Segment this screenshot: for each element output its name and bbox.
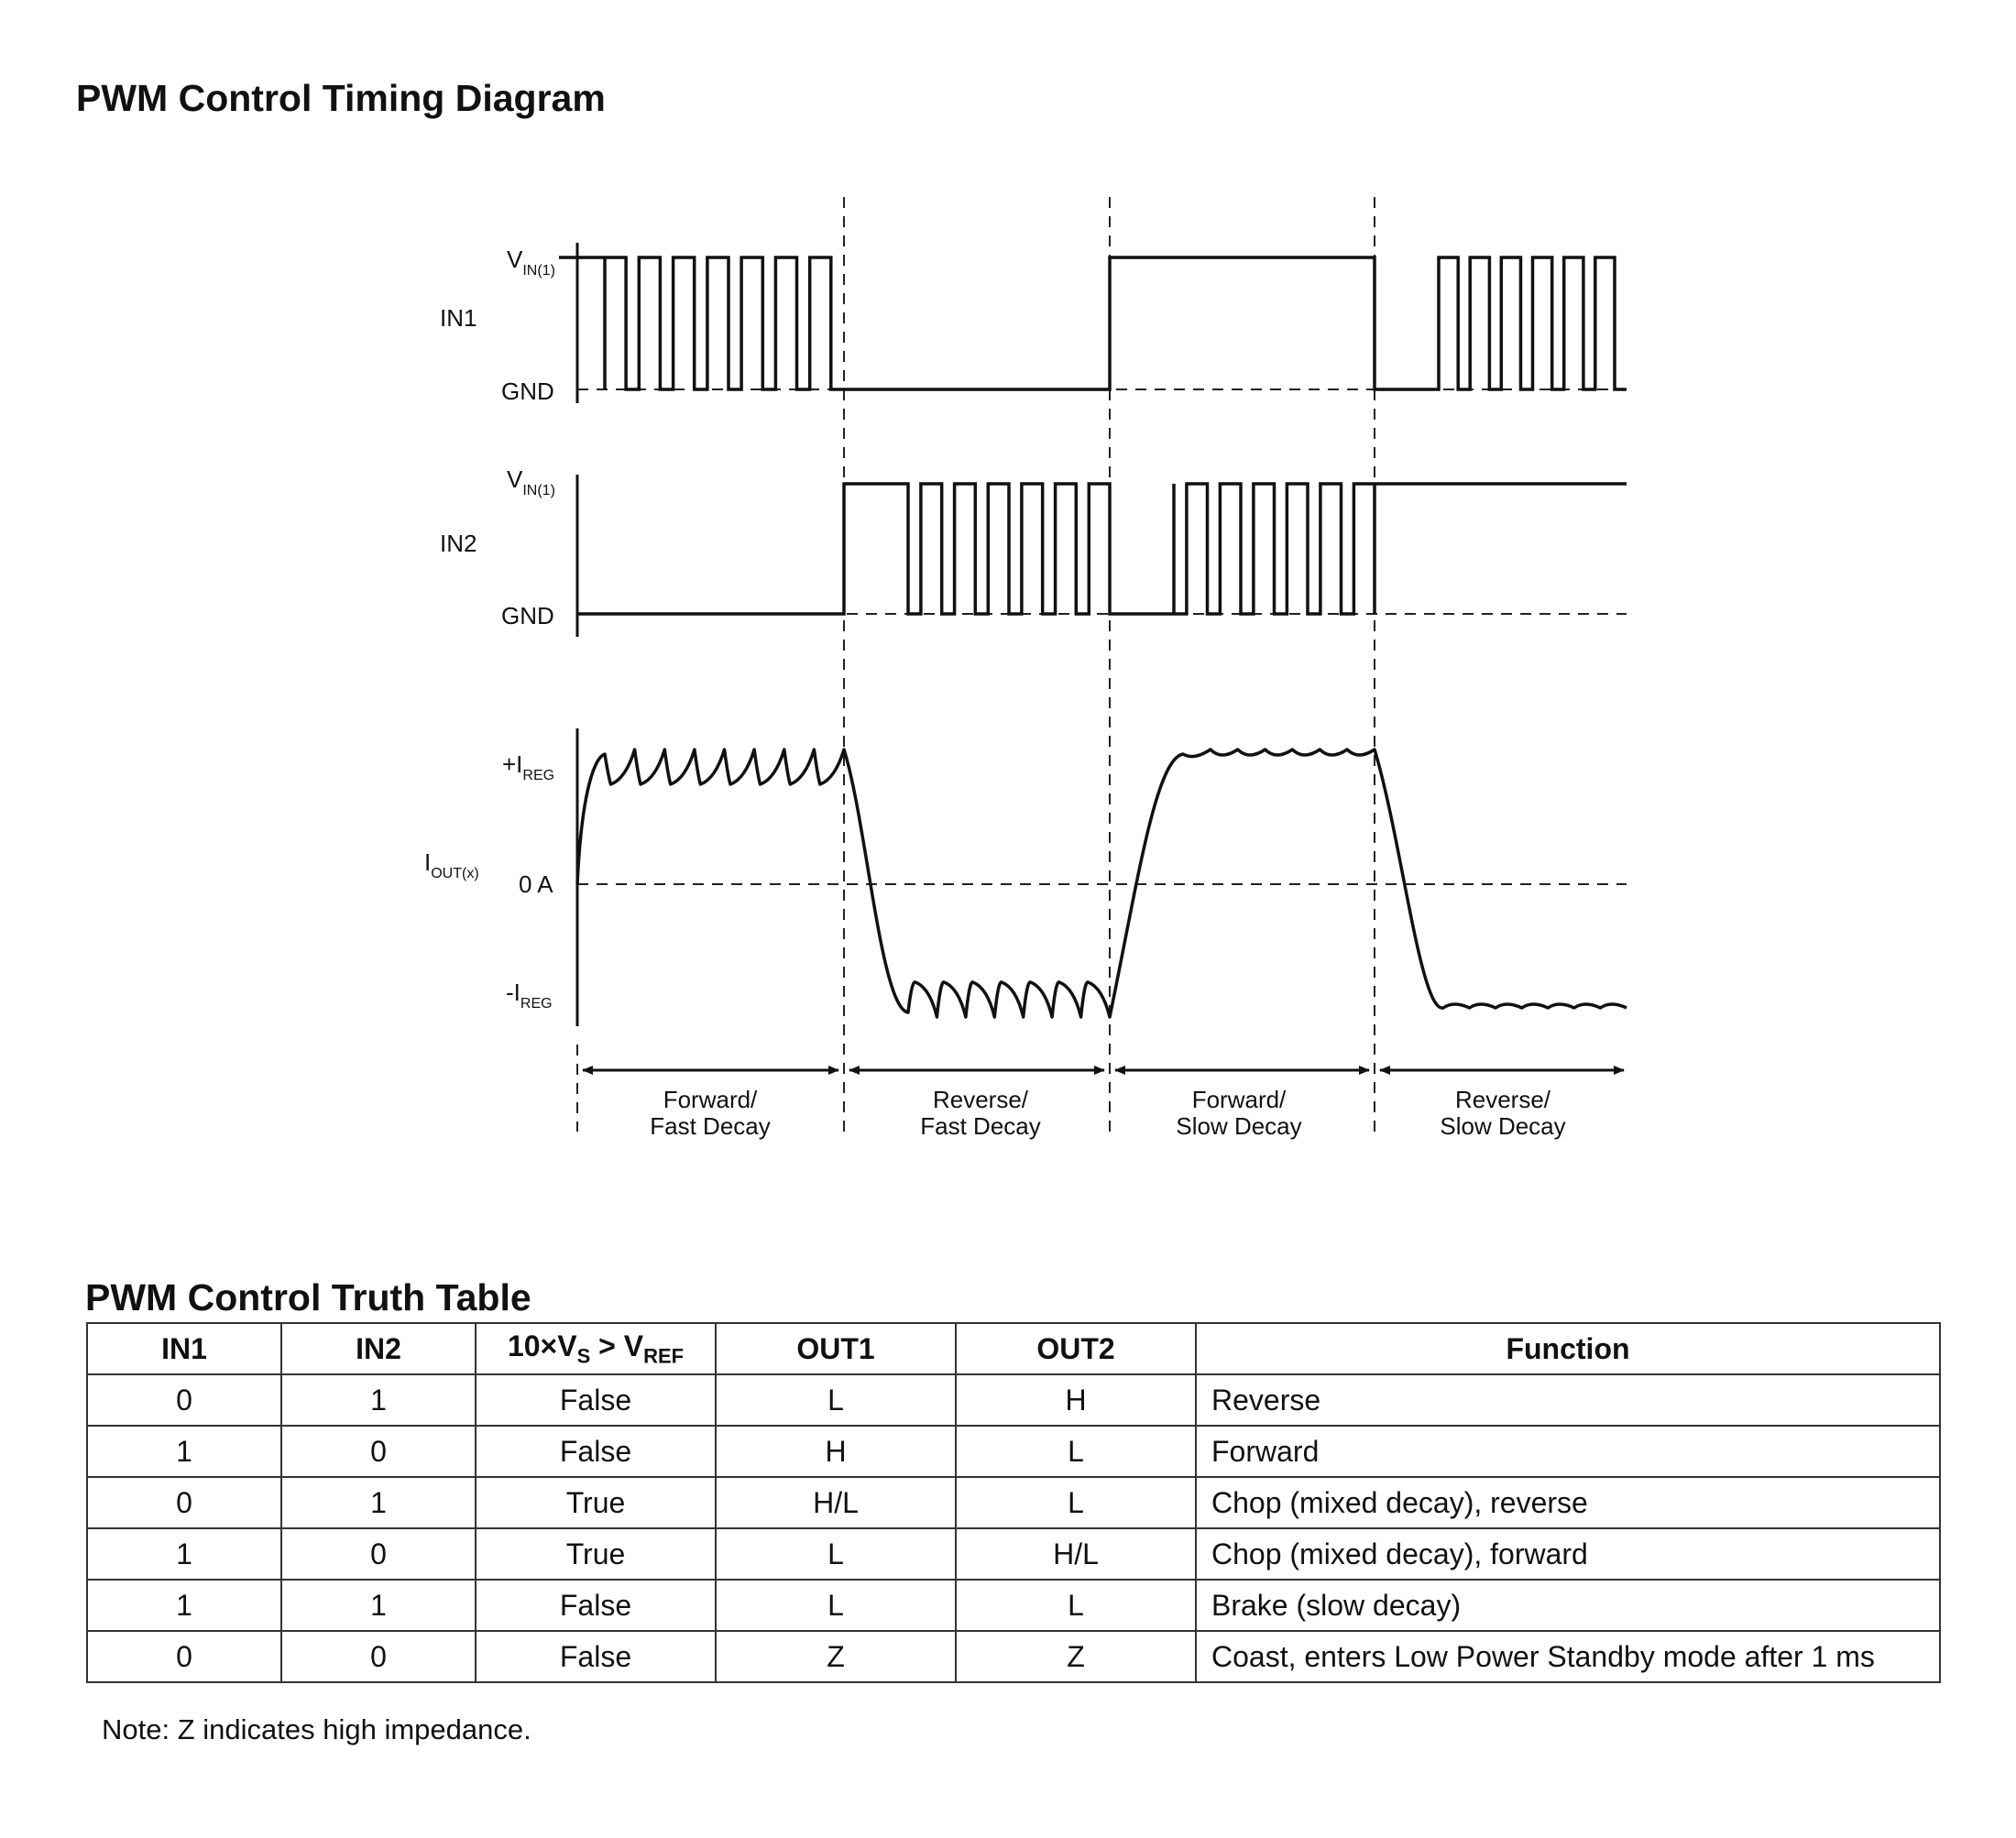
cell-condition: True	[476, 1477, 716, 1528]
in2-high-label: $V_{IN(1)}$	[507, 465, 555, 498]
table-note: Note: Z indicates high impedance.	[102, 1713, 531, 1745]
iout-label: $I_{OUT(x)}$	[424, 848, 479, 881]
in1-gnd-label: GND	[501, 377, 554, 405]
cell-function: Chop (mixed decay), forward	[1196, 1528, 1940, 1580]
cell-out2: L	[956, 1426, 1196, 1477]
cell-in1: 0	[87, 1477, 281, 1528]
cell-function: Reverse	[1196, 1374, 1940, 1426]
table-row	[87, 1374, 1940, 1426]
table-row	[87, 1580, 1940, 1631]
table-row	[87, 1528, 1940, 1580]
table-row	[87, 1631, 1940, 1682]
zero-amp-label: 0 A	[519, 870, 553, 898]
cell-in2: 1	[281, 1580, 476, 1631]
truth-table-title: PWM Control Truth Table	[85, 1276, 531, 1318]
header-condition: $10\times V_S > V_{REF}$	[476, 1323, 716, 1374]
timing-diagram-title: PWM Control Timing Diagram	[76, 77, 606, 119]
cell-condition: False	[476, 1426, 716, 1477]
cell-in2: 1	[281, 1374, 476, 1426]
phase-label: Slow Decay	[1440, 1112, 1566, 1140]
cell-out2: H	[956, 1374, 1196, 1426]
cell-in2: 0	[281, 1528, 476, 1580]
in1-label: IN1	[440, 304, 477, 332]
cell-out2: L	[956, 1477, 1196, 1528]
phase-label: Fast Decay	[920, 1112, 1041, 1140]
table-header-row	[87, 1323, 1940, 1374]
reference-lines	[577, 389, 1627, 884]
cell-out1: L	[716, 1528, 956, 1580]
header-in1: IN1	[87, 1323, 281, 1374]
in1-waveform	[559, 257, 1627, 389]
header-function: Function	[1196, 1323, 1940, 1374]
table-row	[87, 1477, 1940, 1528]
in2-waveform	[577, 484, 1627, 614]
cell-out2: Z	[956, 1631, 1196, 1682]
truth-table	[86, 1322, 1941, 1683]
phase-label: Fast Decay	[650, 1112, 771, 1140]
cell-in1: 0	[87, 1631, 281, 1682]
cell-out2: L	[956, 1580, 1196, 1631]
in1-high-label: $V_{IN(1)}$	[507, 246, 555, 279]
phase-dividers	[577, 197, 1375, 1132]
cell-out1: Z	[716, 1631, 956, 1682]
cell-function: Coast, enters Low Power Standby mode after 1 ms	[1196, 1631, 1940, 1682]
cell-condition: False	[476, 1580, 716, 1631]
cell-condition: False	[476, 1374, 716, 1426]
cell-in2: 0	[281, 1631, 476, 1682]
header-out1: OUT1	[716, 1323, 956, 1374]
cell-in1: 1	[87, 1528, 281, 1580]
phase-label: Forward/	[663, 1086, 758, 1113]
cell-function: Chop (mixed decay), reverse	[1196, 1477, 1940, 1528]
cell-out1: H/L	[716, 1477, 956, 1528]
in2-gnd-label: GND	[501, 602, 554, 629]
cell-out1: L	[716, 1580, 956, 1631]
cell-in1: 0	[87, 1374, 281, 1426]
cell-function: Forward	[1196, 1426, 1940, 1477]
cell-out1: H	[716, 1426, 956, 1477]
cell-function: Brake (slow decay)	[1196, 1580, 1940, 1631]
cell-in2: 1	[281, 1477, 476, 1528]
cell-out1: L	[716, 1374, 956, 1426]
in2-label: IN2	[440, 530, 477, 557]
cell-in1: 1	[87, 1580, 281, 1631]
cell-in1: 1	[87, 1426, 281, 1477]
cell-in2: 0	[281, 1426, 476, 1477]
cell-condition: True	[476, 1528, 716, 1580]
header-in2: IN2	[281, 1323, 476, 1374]
header-out2: OUT2	[956, 1323, 1196, 1374]
phase-label: Slow Decay	[1176, 1112, 1302, 1140]
phase-label: Reverse/	[932, 1086, 1029, 1113]
phase-labels	[650, 1086, 1565, 1140]
cell-condition: False	[476, 1631, 716, 1682]
table-row	[87, 1426, 1940, 1477]
phase-label: Reverse/	[1454, 1086, 1551, 1113]
phase-label: Forward/	[1191, 1086, 1287, 1113]
plus-ireg-label: $+I_{REG}$	[502, 750, 555, 783]
minus-ireg-label: $-I_{REG}$	[506, 979, 553, 1012]
cell-out2: H/L	[956, 1528, 1196, 1580]
